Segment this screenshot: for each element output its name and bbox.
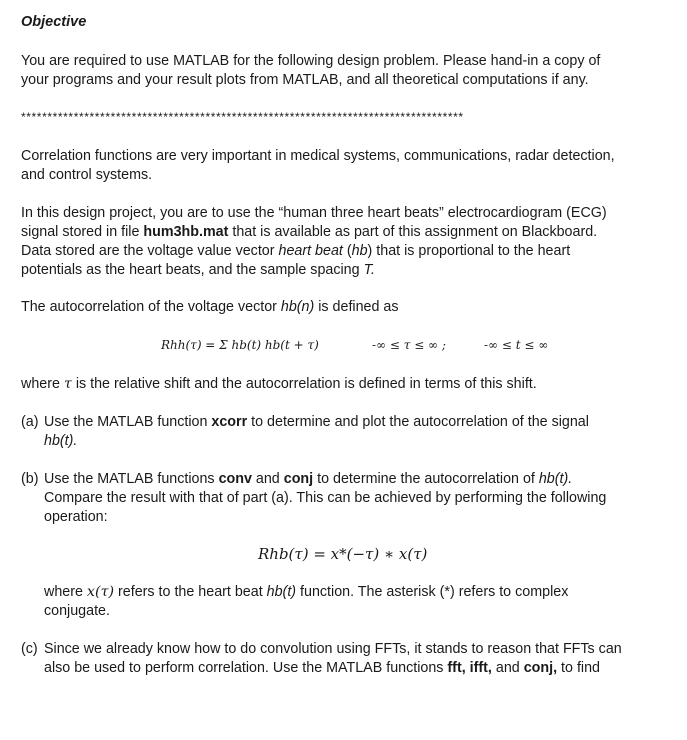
term-hbt: hb(t) <box>266 584 297 600</box>
intro-line-2: your programs and your result plots from MATLAB, and all theoretical computations if any. <box>21 72 589 88</box>
part-b-text: where <box>44 584 87 600</box>
para2-text: Data stored are the voltage value vector <box>21 243 279 259</box>
para4-text: where <box>21 376 64 392</box>
page-title: Objective <box>21 14 87 30</box>
part-a-text: Use the MATLAB function <box>44 414 212 430</box>
separator: ************************************************************************************ <box>21 110 464 124</box>
para3-text: The autocorrelation of the voltage vector <box>21 299 281 315</box>
part-c-text: to find <box>557 660 600 676</box>
part-b-line-2: Compare the result with that of part (a). This can be achieved by performing the following <box>44 490 607 506</box>
part-b-text: to determine the autocorrelation of <box>313 471 539 487</box>
part-b-text: and <box>251 471 284 487</box>
para2-text: ) that is proportional to the heart <box>367 243 571 259</box>
para2-line-2 <box>21 223 597 241</box>
part-c-line-1: Since we already know how to do convolution using FFTs, it stands to reason that FFTs can <box>44 641 622 657</box>
part-b-label: (b) <box>21 471 39 487</box>
part-c-text: and <box>491 660 524 676</box>
part-a-line-2 <box>44 432 77 450</box>
para4-text: is the relative shift and the autocorrelation is defined in terms of this shift. <box>71 376 537 392</box>
para4-line <box>21 375 537 393</box>
part-a-line-1 <box>44 413 589 431</box>
autocorrelation-equation: Rhh(τ) = Σ hb(t) hb(t + τ) <box>161 338 319 352</box>
term-hbt: hb(t). <box>44 433 78 449</box>
func-fft-ifft: fft, ifft, <box>447 660 492 676</box>
part-b-text: Use the MATLAB functions <box>44 471 219 487</box>
term-hbt: hb(t). <box>538 471 573 487</box>
para2-text: signal stored in file <box>21 224 144 240</box>
part-b-text: function. The asterisk (*) refers to complex <box>296 584 569 600</box>
part-b-line-1 <box>44 470 572 488</box>
func-conj: conj, <box>523 660 558 676</box>
func-conv: conv <box>218 471 252 487</box>
term-heart-beat: heart beat <box>278 243 343 259</box>
part-b-line-5: conjugate. <box>44 603 110 619</box>
para2-text: ( <box>342 243 352 259</box>
para2-line-3 <box>21 242 570 260</box>
part-c-text: also be used to perform correlation. Use the MATLAB functions <box>44 660 448 676</box>
filename: hum3hb.mat <box>143 224 229 240</box>
equation-range-tau: -∞ ≤ τ ≤ ∞ ; <box>372 338 446 352</box>
part-b-line-3: operation: <box>44 509 108 525</box>
equation-range-t: -∞ ≤ t ≤ ∞ <box>484 338 549 352</box>
part-b-text: refers to the heart beat <box>114 584 267 600</box>
part-c-label: (c) <box>21 641 38 657</box>
para2-line-4 <box>21 261 375 279</box>
func-conj: conj <box>283 471 314 487</box>
part-c-line-2 <box>44 659 600 677</box>
para1-line-2: and control systems. <box>21 167 153 183</box>
part-a-label: (a) <box>21 414 39 430</box>
func-xcorr: xcorr <box>211 414 248 430</box>
convolution-equation: Rhb(τ) = x*(−τ) ∗ x(τ) <box>258 545 428 563</box>
term-T: T. <box>363 262 375 278</box>
term-tau: τ <box>63 376 72 392</box>
intro-line-1: You are required to use MATLAB for the following design problem. Please hand-in a copy of <box>21 53 601 69</box>
term-x-tau: x(τ) <box>86 584 115 600</box>
para3-line <box>21 298 399 316</box>
term-hb: hb <box>351 243 368 259</box>
term-hbn: hb(n) <box>280 299 315 315</box>
part-a-text: to determine and plot the autocorrelation of the signal <box>247 414 589 430</box>
para3-text: is defined as <box>314 299 399 315</box>
para2-text: that is available as part of this assignment on Blackboard. <box>228 224 598 240</box>
para1-line-1: Correlation functions are very important in medical systems, communications, radar detection, <box>21 148 615 164</box>
para2-line-1: In this design project, you are to use the “human three heart beats” electrocardiogram (ECG) <box>21 205 607 221</box>
para2-text: potentials as the heart beats, and the sample spacing <box>21 262 364 278</box>
part-b-line-4 <box>44 583 568 601</box>
